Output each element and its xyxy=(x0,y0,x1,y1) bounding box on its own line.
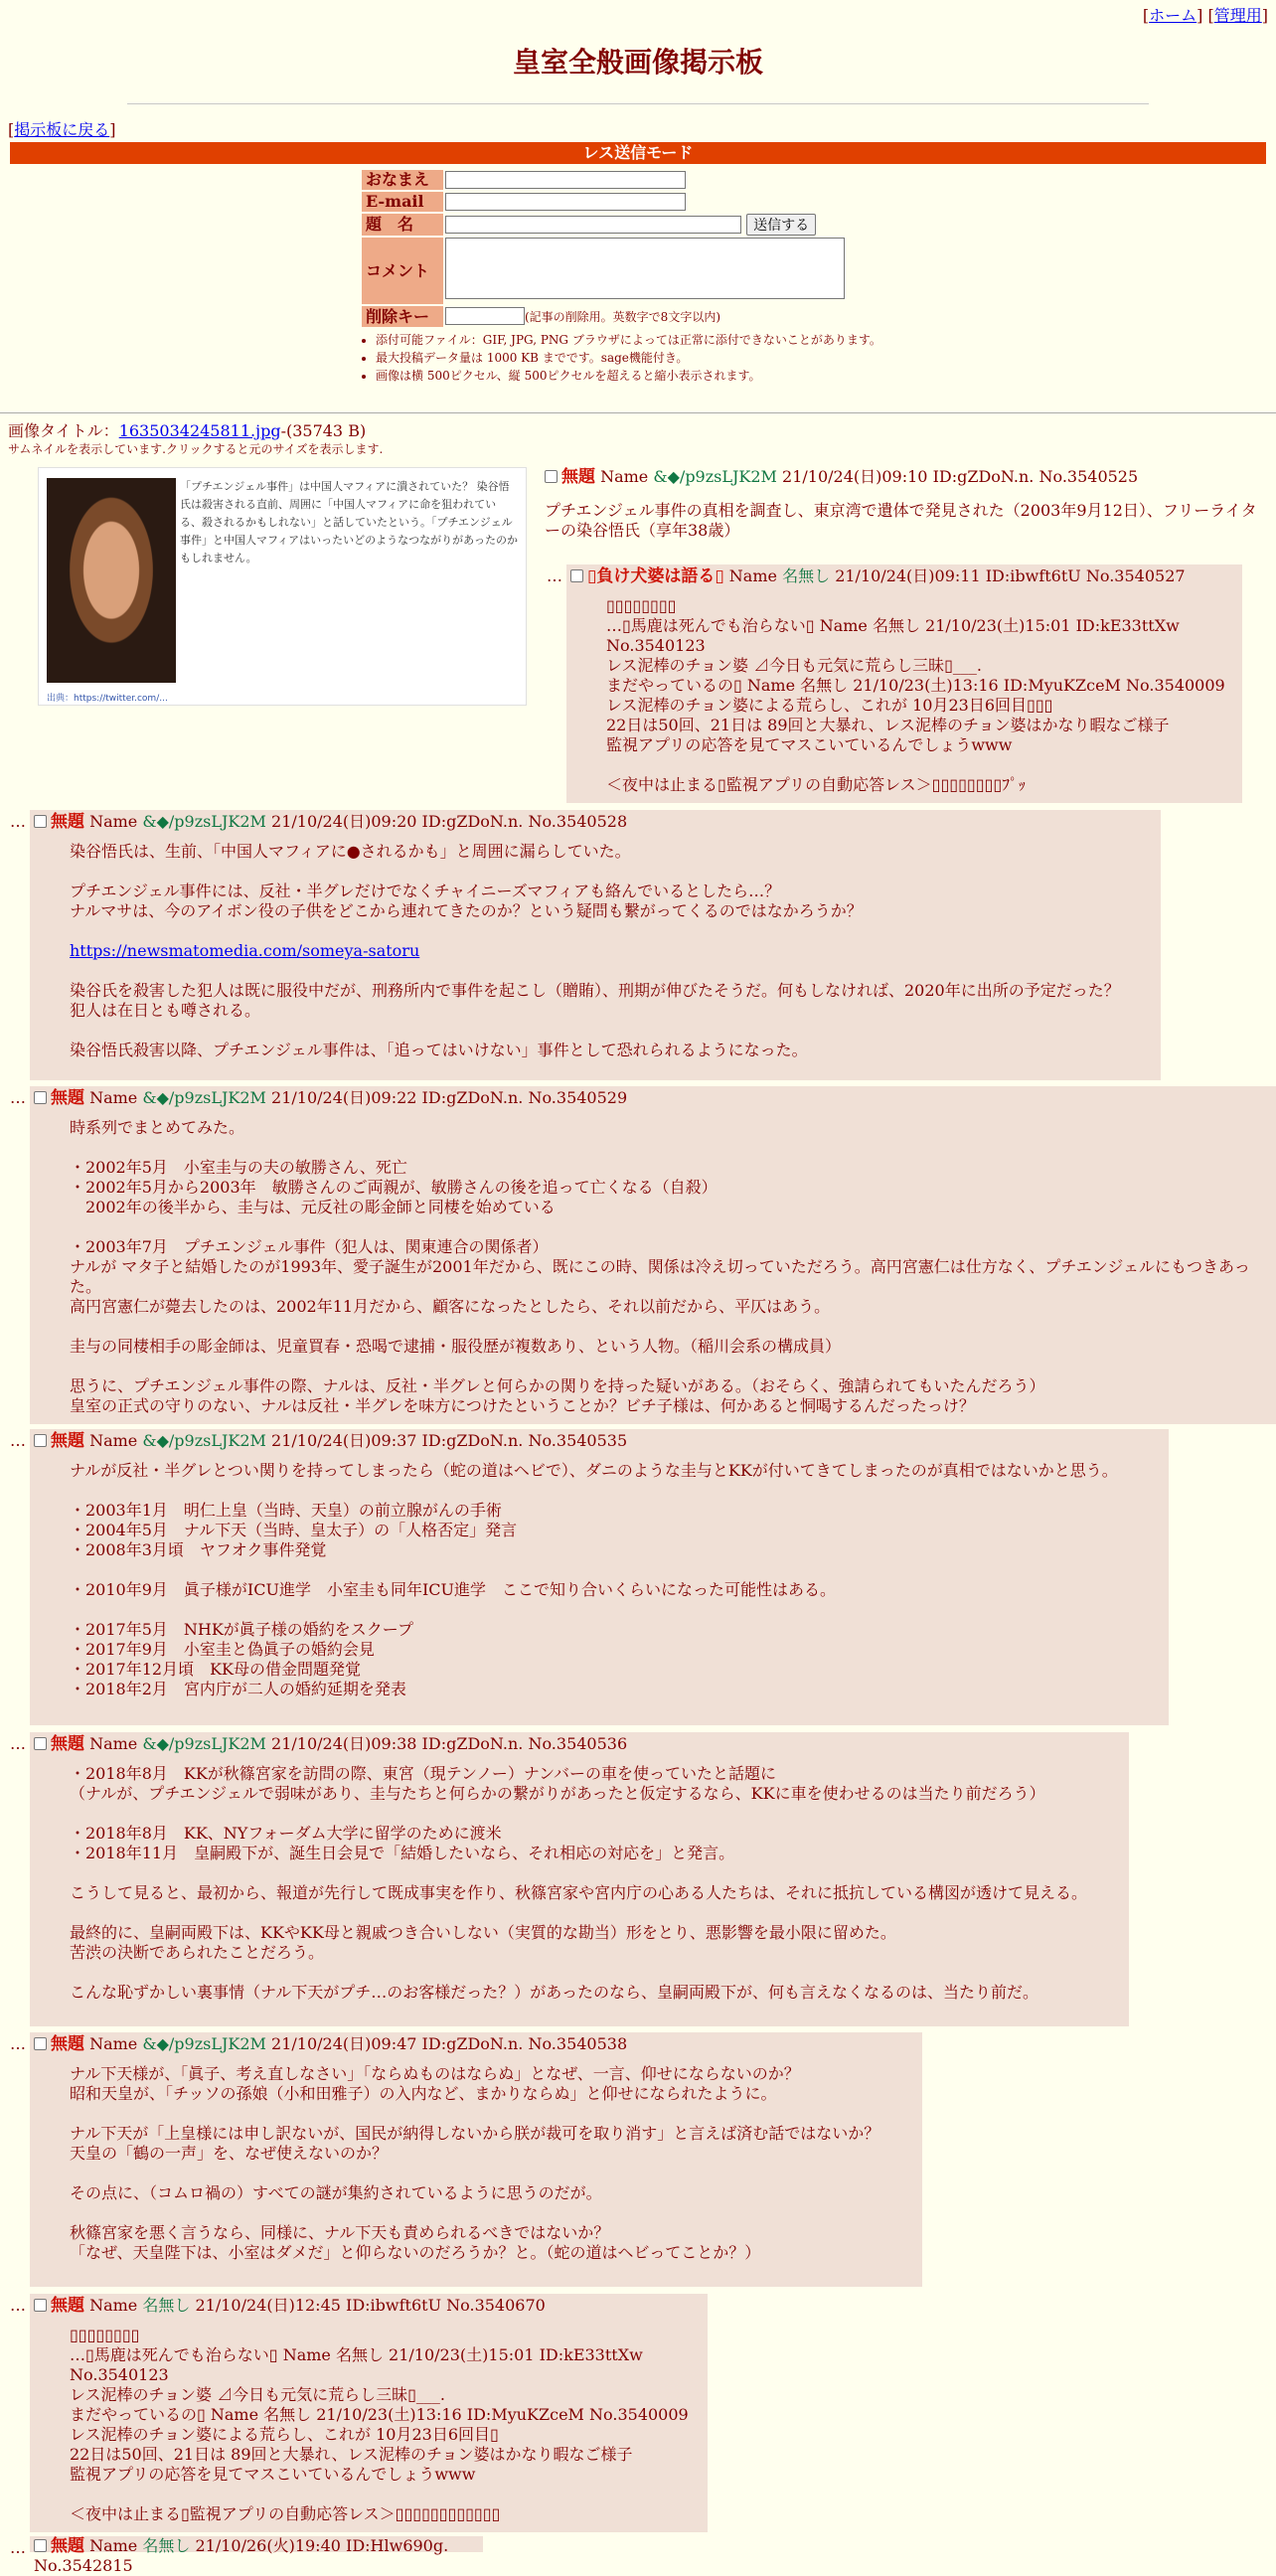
delete-key-note: (記事の削除用。英数字で8文字以内) xyxy=(525,310,720,324)
delete-key-input[interactable] xyxy=(445,307,525,325)
reply-marker: … xyxy=(10,1734,26,1753)
reply-header: 無題 Name &◆/p9zsLJK2M 21/10/24(日)09:22 ID:gZDoN.n. No.3540529 xyxy=(30,1086,1276,1108)
top-links: [ホーム] [管理用] xyxy=(1142,6,1268,25)
rule-item: • 最大投稿データ量は 1000 KB までです。sage機能付き。 xyxy=(376,349,1276,367)
reply-marker: … xyxy=(10,2034,26,2053)
reply-subject: 無題 xyxy=(51,1431,84,1451)
reply-post xyxy=(30,2032,922,2287)
portrait-photo xyxy=(47,478,176,683)
reply-post xyxy=(566,564,1242,803)
reply-post xyxy=(30,1732,1129,2026)
reply-body: ナル下天様が、「眞子、考え直しなさい」「ならぬものはならぬ」となぜ、一言、仰せにならないのか？ 昭和天皇が、「チッソの孫娘（小和田雅子）の入内など、まかりならぬ」と仰せになられたように。 ナル下天が「上皇様には申し訳ないが、国民が納得しないから朕が裁可を取り消す」と言えば済む話ではないか？ 天皇の「鶴の一声」を、なぜ使えないのか？ その点に、（コムロ禍の）すべての謎が集約されているように思うのだが。 秋篠宮家を悪く言うなら、同様に、ナル下天も責められるべきではないか？ 「なぜ、天皇陛下は、小室はダメだ」と仰らないのだろうか？と。（蛇の道はヘビってことか？） xyxy=(70,2064,880,2262)
reply-subject: 無題 xyxy=(51,2034,84,2054)
reply-name: &◆/p9zsLJK2M xyxy=(142,1088,266,1107)
rule-item: • 画像は横 500ピクセル、縦 500ピクセルを超えると縮小表示されます。 xyxy=(376,367,1276,385)
op-checkbox[interactable] xyxy=(545,470,558,483)
reply-meta: 21/10/24(日)09:38 ID:gZDoN.n. No.3540536 xyxy=(271,1734,628,1753)
subject-label: 題 名 xyxy=(362,214,443,236)
external-article-link[interactable]: https://newsmatomedia.com/someya-satoru xyxy=(70,941,420,960)
reply-checkbox[interactable] xyxy=(34,1091,47,1104)
reply-marker: … xyxy=(10,2296,26,2315)
reply-post xyxy=(30,810,1161,1080)
thumbnail-source: 出典：https://twitter.com/... xyxy=(47,694,168,704)
board-title: 皇室全般画像掲示板 xyxy=(512,46,763,79)
reply-name: &◆/p9zsLJK2M xyxy=(142,812,266,831)
reply-header: ▯負け犬婆は語る▯ Name 名無し 21/10/24(日)09:11 ID:ibwft6tU No.3540527 xyxy=(566,564,1242,586)
reply-mode-bar: レス送信モード xyxy=(10,142,1266,164)
divider xyxy=(0,412,1276,413)
reply-meta: 21/10/24(日)09:11 ID:ibwft6tU No.3540527 xyxy=(835,566,1186,585)
reply-name: &◆/p9zsLJK2M xyxy=(142,1431,266,1450)
reply-header: 無題 Name &◆/p9zsLJK2M 21/10/24(日)09:20 ID:gZDoN.n. No.3540528 xyxy=(30,810,1161,832)
comment-label: コメント xyxy=(362,238,443,304)
original-post xyxy=(545,467,1268,541)
name-label: おなまえ xyxy=(362,170,443,190)
admin-link[interactable]: 管理用 xyxy=(1213,6,1262,25)
reply-marker: … xyxy=(10,1431,26,1450)
reply-name: 名無し xyxy=(142,2536,191,2555)
reply-checkbox[interactable] xyxy=(34,1737,47,1750)
op-subject: 無題 xyxy=(561,467,595,487)
reply-checkbox[interactable] xyxy=(34,815,47,828)
reply-body: ナルが反社・半グレとつい関りを持ってしまったら（蛇の道はヘビで）、ダニのような圭与とKKが付いてきてしまったのが真相ではないかと思う。 ・2003年1月 明仁上皇（当時、天皇）の前立腺がんの手術 ・2004年5月 ナル下天（当時、皇太子）の「人格否定」発言 ・2008年3月頃 ヤフオク事件発覚 ・2010年9月 眞子様がICU進学 小室圭も同年ICU進学 ここで知り合いくらいになった可能性はある。 ・2017年5月 NHKが眞子様の婚約をスクープ ・2017年9月 小室圭と偽眞子の婚約会見 ・2017年12月頃 KK母の借金問題発覚 ・2018年2月 宮内庁が二人の婚約延期を発表 xyxy=(70,1461,1118,1698)
reply-header: 無題 Name &◆/p9zsLJK2M 21/10/24(日)09:37 ID:gZDoN.n. No.3540535 xyxy=(30,1429,1169,1451)
op-name: &◆/p9zsLJK2M xyxy=(653,467,777,486)
reply-body: 染谷悟氏は、生前、「中国人マフィアに●されるかも」と周囲に漏らしていた。 プチエンジェル事件には、反社・半グレだけでなくチャイニーズマフィアも絡んでいるとしたら…？ ナルマサは、今のアイボン役の子供をどこから連れてきたのか？という疑問も繋がってくるのではなかろうか？ https://newsmatomedia.com/someya-satoru 染谷氏を殺害した犯人は既に服役中だが、刑務所内で事件を起こし（贈賄）、刑期が伸びたそうだ。何もしなければ、2020年に出所の予定だった？ 犯人は在日とも噂される。 染谷悟氏殺害以降、プチエンジェル事件は、「追ってはいけない」事件として恐れられるようになった。 xyxy=(70,842,1120,1059)
thumbnail-note: サムネイルを表示しています.クリックすると元のサイズを表示します. xyxy=(8,442,384,456)
reply-checkbox[interactable] xyxy=(34,2539,47,2552)
reply-marker: … xyxy=(547,566,562,585)
reply-post xyxy=(30,2294,708,2532)
reply-meta: 21/10/24(日)09:20 ID:gZDoN.n. No.3540528 xyxy=(271,812,628,831)
thumbnail-caption: 「プチエンジェル事件」は中国人マフィアに潰されていた？ 染谷悟氏は殺害される直前、周囲に「中国人マフィアに命を狙われている、殺されるかもしれない」と話していたという。「プチエンジェル事件」と中国人マフィアはいったいどのようなつながりがあったのかもしれません。 xyxy=(180,480,519,564)
reply-checkbox[interactable] xyxy=(34,1434,47,1447)
reply-name: &◆/p9zsLJK2M xyxy=(142,2034,266,2053)
subject-input[interactable] xyxy=(445,216,741,234)
op-header xyxy=(545,467,1268,487)
reply-post xyxy=(30,1429,1169,1725)
reply-meta: 21/10/24(日)09:37 ID:gZDoN.n. No.3540535 xyxy=(271,1431,628,1450)
reply-name: 名無し xyxy=(782,566,831,585)
image-file-link[interactable]: 1635034245811.jpg xyxy=(118,421,281,440)
reply-subject: 無題 xyxy=(51,1734,84,1754)
reply-subject: ▯負け犬婆は語る▯ xyxy=(587,566,724,586)
name-input[interactable] xyxy=(445,171,686,189)
reply-header: 無題 Name 名無し 21/10/24(日)12:45 ID:ibwft6tU No.3540670 xyxy=(30,2294,708,2316)
reply-checkbox[interactable] xyxy=(34,2037,47,2050)
home-link[interactable]: ホーム xyxy=(1149,6,1197,25)
op-name-label: Name xyxy=(600,467,649,486)
thumbnail-image[interactable] xyxy=(38,467,527,706)
delkey-label: 削除キー xyxy=(362,306,443,327)
reply-checkbox[interactable] xyxy=(570,569,583,582)
reply-header: 無題 Name &◆/p9zsLJK2M 21/10/24(日)09:47 ID:gZDoN.n. No.3540538 xyxy=(30,2032,922,2054)
reply-meta: 21/10/24(日)09:22 ID:gZDoN.n. No.3540529 xyxy=(271,1088,628,1107)
reply-post xyxy=(30,1086,1276,1424)
back-link-wrap: [掲示板に戻る] xyxy=(8,120,116,139)
reply-meta: 21/10/24(日)09:47 ID:gZDoN.n. No.3540538 xyxy=(271,2034,628,2053)
reply-name: 名無し xyxy=(142,2296,191,2315)
reply-marker: … xyxy=(10,812,26,831)
post-form xyxy=(360,168,847,329)
reply-body: ▯▯▯▯▯▯▯▯ …▯馬鹿は死んでも治らない▯ Name 名無し 21/10/23(土)15:01 ID:kE33ttXw No.3540123 レス泥棒のチョン婆 ⊿今日も元気に荒らし三昧▯___. まだやっているの▯ Name 名無し 21/10/23(土)13:16 ID:MyuKZceM No.3540009 レス泥棒のチョン婆による荒らし、これが 10月23日6回目▯ 22日は50回、21日は 89回と大暴れ、レス泥棒のチョン婆はかなり暇なご様子 監視アプリの応答を見てマスこいているんでしょうwww ＜夜中は止まる▯監視アプリの自動応答レス＞▯▯▯▯▯▯▯▯▯▯▯▯ xyxy=(70,2326,689,2523)
reply-name: &◆/p9zsLJK2M xyxy=(142,1734,266,1753)
reply-subject: 無題 xyxy=(51,2296,84,2316)
comment-textarea[interactable] xyxy=(445,238,845,299)
reply-meta: 21/10/24(日)12:45 ID:ibwft6tU No.3540670 xyxy=(195,2296,546,2315)
email-label: E-mail xyxy=(362,192,443,212)
reply-header: 無題 Name &◆/p9zsLJK2M 21/10/24(日)09:38 ID:gZDoN.n. No.3540536 xyxy=(30,1732,1129,1754)
divider xyxy=(127,103,1148,104)
submit-button[interactable]: 送信する xyxy=(746,214,816,236)
email-input[interactable] xyxy=(445,193,686,211)
rule-item: • 添付可能ファイル：GIF, JPG, PNG ブラウザによっては正常に添付できないことがあります。 xyxy=(376,331,1276,349)
image-size: -(35743 B) xyxy=(280,421,367,440)
reply-marker: … xyxy=(10,1088,26,1107)
image-title: 画像タイトル：1635034245811.jpg-(35743 B) xyxy=(8,421,367,440)
reply-marker: … xyxy=(10,2538,26,2557)
posting-rules xyxy=(362,331,1276,385)
reply-subject: 無題 xyxy=(51,812,84,832)
reply-subject: 無題 xyxy=(51,2536,84,2556)
reply-body: ▯▯▯▯▯▯▯▯ …▯馬鹿は死んでも治らない▯ Name 名無し 21/10/23(土)15:01 ID:kE33ttXw No.3540123 レス泥棒のチョン婆 ⊿今日も元気に荒らし三昧▯___. まだやっているの▯ Name 名無し 21/10/23(土)13:16 ID:MyuKZceM No.3540009 レス泥棒のチョン婆による荒らし、これが 10月23日6回目▯▯▯ 22日は50回、21日は 89回と大暴れ、レス泥棒のチョン婆はかなり暇なご様子 監視アプリの応答を見てマスこいているんでしょうwww ＜夜中は止まる▯監視アプリの自動応答レス＞▯▯▯▯▯▯▯▯ﾌﾟｯ xyxy=(606,596,1225,794)
reply-header: 無題 Name 名無し 21/10/26(火)19:40 ID:Hlw690g. No.3542815 xyxy=(34,2536,449,2575)
op-body: プチエンジェル事件の真相を調査し、東京湾で遺体で発見された（2003年9月12日）、フリーライターの染谷悟氏（享年38歳） xyxy=(545,501,1257,540)
reply-meta: 21/10/26(火)19:40 ID:Hlw690g. No.3542815 xyxy=(34,2536,449,2575)
reply-body: ・2018年8月 KKが秋篠宮家を訪問の際、東宮（現テンノー）ナンバーの車を使っていたと話題に （ナルが、プチエンジェルで弱味があり、圭与たちと何らかの繋がりがあったと仮定するなら、KKに車を使わせるのは当たり前だろう） ・2018年8月 KK、NYフォーダム大学に留学のために渡米 ・2018年11月 皇嗣殿下が、誕生日会見で「結婚したいなら、それ相応の対応を」と発言。 こうして見ると、最初から、報道が先行して既成事実を作り、秋篠宮家や宮内庁の心ある人たちは、それに抵抗している構図が透けて見える。 最終的に、皇嗣両殿下は、KKやKK母と親戚つき合いしない（実質的な勘当）形をとり、悪影響を最小限に留めた。 苦渋の決断であられたことだろう。 こんな恥ずかしい裏事情（ナル下天がプチ…のお客様だった？）があったのなら、皇嗣両殿下が、何も言えなくなるのは、当たり前だ。 xyxy=(70,1764,1088,2002)
reply-body: 時系列でまとめてみた。 ・2002年5月 小室圭与の夫の敏勝さん、死亡 ・2002年5月から2003年 敏勝さんのご両親が、敏勝さんの後を追って亡くなる（自殺） 2002年の後半から、圭与は、元反社の彫金師と同棲を始めている ・2003年7月 プチエンジェル事件（犯人は、関東連合の関係者） ナルが マタ子と結婚したのが1993年、愛子誕生が2001年だから、既にこの時、関係は冷え切っていただろう。高円宮憲仁は仕方なく、プチエンジェルにもつきあった。 高円宮憲仁が薨去したのは、2002年11月だから、顧客になったとしたら、それ以前だから、平仄はあう。 圭与の同棲相手の彫金師は、児童買春・恐喝で逮捕・服役歴が複数あり、という人物。（稲川会系の構成員） 思うに、プチエンジェル事件の際、ナルは、反社・半グレと何らかの関りを持った疑いがある。（おそらく、強請られてもいたんだろう） 皇室の正式の守りのない、ナルは反社・半グレを味方につけたということか？ビチ子様は、何かあると恫喝するんだったっけ？ xyxy=(70,1118,1250,1415)
reply-subject: 無題 xyxy=(51,1088,84,1108)
back-to-board-link[interactable]: 掲示板に戻る xyxy=(14,120,110,139)
reply-post xyxy=(30,2536,483,2575)
op-meta: 21/10/24(日)09:10 ID:gZDoN.n. No.3540525 xyxy=(782,467,1139,486)
reply-checkbox[interactable] xyxy=(34,2299,47,2312)
